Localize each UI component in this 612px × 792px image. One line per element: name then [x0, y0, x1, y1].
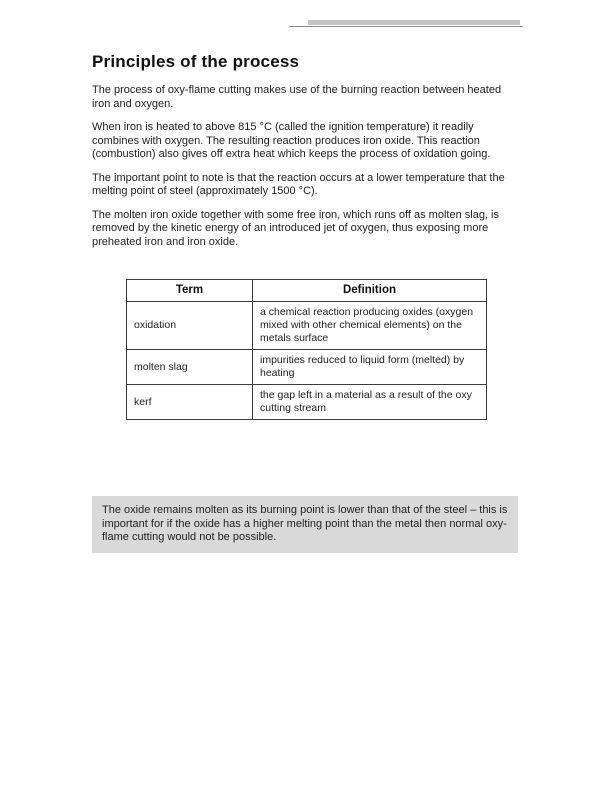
page-content	[92, 52, 518, 553]
definition-cell: the gap left in a material as a result of the oxy cutting stream	[253, 385, 487, 420]
term-definition-table	[126, 279, 487, 420]
top-rule-thin	[289, 26, 523, 27]
paragraph-molten-oxide: The molten iron oxide together with some free iron, which runs off as molten slag, is removed by the kinetic energy of an introduced jet of oxygen, thus exposing more preheated iron and iron oxide.	[92, 208, 499, 248]
paragraph-intro: The process of oxy-flame cutting makes use of the burning reaction between heated iron and oxygen.	[92, 84, 502, 110]
term-cell: oxidation	[127, 302, 253, 350]
table-header-definition: Definition	[253, 280, 487, 302]
definition-cell: impurities reduced to liquid form (melted) by heating	[253, 350, 487, 385]
page-title: Principles of the process	[92, 52, 300, 71]
term-cell: kerf	[127, 385, 253, 420]
table-row	[127, 350, 487, 385]
definition-cell: a chemical reaction producing oxides (oxygen mixed with other chemical elements) on the metals surface	[253, 302, 487, 350]
table-row	[127, 385, 487, 420]
note-text: The oxide remains molten as its burning point is lower than that of the steel – this is important for if the oxide has a higher melting point than the metal then normal oxy-flame cutting would not be possible.	[102, 504, 508, 543]
paragraph-ignition: When iron is heated to above 815 °C (called the ignition temperature) it readily combines with oxygen. The resulting reaction produces iron oxide. This reaction (combustion) also gives off extra heat which keeps the process of oxidation going.	[92, 121, 491, 160]
table-row	[127, 302, 487, 350]
table-header-term: Term	[127, 280, 253, 302]
top-rule-thick	[308, 20, 520, 25]
paragraph-important-point: The important point to note is that the reaction occurs at a lower temperature that the melting point of steel (approximately 1500 °C).	[92, 171, 505, 197]
table-header-row	[127, 280, 487, 302]
term-cell: molten slag	[127, 350, 253, 385]
note-box	[92, 496, 518, 553]
